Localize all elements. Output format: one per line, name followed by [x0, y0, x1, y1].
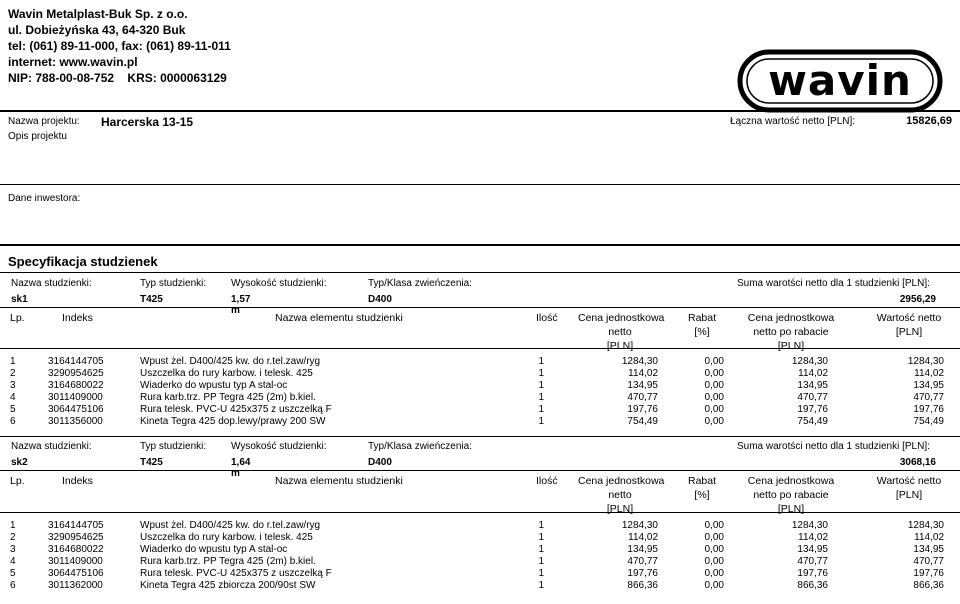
table-row: 4 3011409000 Rura karb.trz. PP Tegra 425 (2m) b.kiel. 1 470,77 0,00 470,77 470,77	[10, 392, 944, 403]
investor-divider	[0, 184, 960, 185]
header-divider	[0, 110, 960, 112]
company-phone: tel: (061) 89-11-000, fax: (061) 89-11-011	[8, 39, 231, 53]
table-header-divider	[0, 307, 960, 308]
col-discounted-price: Cena jednostkowa netto po rabacie [PLN]	[747, 475, 835, 515]
well-type-label: Typ studzienki:	[140, 441, 207, 452]
table-row: 5 3064475106 Rura telesk. PVC-U 425x375 z uszczelką F 1 197,76 0,00 197,76 197,76	[10, 568, 944, 579]
table-row: 3 3164680022 Wiaderko do wpustu typ A stal-oc 1 134,95 0,00 134,95 134,95	[10, 544, 944, 555]
table-body-divider	[0, 512, 960, 513]
well-sum-value: 2956,29	[899, 294, 936, 305]
col-lp: Lp.	[10, 312, 25, 324]
company-address: ul. Dobieżyńska 43, 64-320 Buk	[8, 23, 186, 37]
spec-title-divider	[0, 272, 960, 273]
well-sum-label: Suma warotści netto dla 1 studzienki [PLN]:	[737, 278, 930, 289]
table-row: 3 3164680022 Wiaderko do wpustu typ A stal-oc 1 134,95 0,00 134,95 134,95	[10, 380, 944, 391]
well-height-label: Wysokość studzienki:	[231, 441, 327, 452]
col-unit-price: Cena jednostkowa netto [PLN]	[578, 475, 665, 515]
project-description-label: Opis projektu	[8, 131, 67, 142]
spec-divider	[0, 244, 960, 246]
well-class-label: Typ/Klasa zwieńczenia:	[368, 278, 472, 289]
well-divider	[0, 436, 960, 437]
table-row: 2 3290954625 Uszczelka do rury karbow. i telesk. 425 1 114,02 0,00 114,02 114,02	[10, 532, 944, 543]
table-row: 4 3011409000 Rura karb.trz. PP Tegra 425 (2m) b.kiel. 1 470,77 0,00 470,77 470,77	[10, 556, 944, 567]
table-header-divider	[0, 470, 960, 471]
col-net-value: Wartość netto [PLN]	[876, 312, 942, 338]
table-row: 1 3164144705 Wpust żel. D400/425 kw. do r.tel.zaw/ryg 1 1284,30 0,00 1284,30 1284,30	[10, 520, 944, 531]
well-height-label: Wysokość studzienki:	[231, 278, 327, 289]
svg-text:wavin: wavin	[768, 56, 912, 105]
well-name-value: sk2	[11, 457, 28, 468]
wavin-logo	[737, 49, 943, 113]
well-name-label: Nazwa studzienki:	[11, 441, 92, 452]
investor-label: Dane inwestora:	[8, 193, 81, 204]
project-name-value: Harcerska 13-15	[101, 115, 194, 129]
table-body-divider	[0, 348, 960, 349]
table-row: 1 3164144705 Wpust żel. D400/425 kw. do r.tel.zaw/ryg 1 1284,30 0,00 1284,30 1284,30	[10, 356, 944, 367]
well-type-value: T425	[140, 294, 163, 305]
table-row: 6 3011356000 Kineta Tegra 425 dop.lewy/prawy 200 SW 1 754,49 0,00 754,49 754,49	[10, 416, 944, 427]
project-total-label: Łączna wartość netto [PLN]:	[730, 116, 856, 127]
project-total-value: 15826,69	[906, 115, 952, 127]
col-index: Indeks	[62, 475, 93, 487]
table-row: 5 3064475106 Rura telesk. PVC-U 425x375 z uszczelką F 1 197,76 0,00 197,76 197,76	[10, 404, 944, 415]
well-class-label: Typ/Klasa zwieńczenia:	[368, 441, 472, 452]
col-discount: Rabat [%]	[687, 312, 717, 338]
well-sum-value: 3068,16	[899, 457, 936, 468]
col-net-value: Wartość netto [PLN]	[876, 475, 942, 501]
company-info	[8, 6, 231, 86]
col-quantity: Ilość	[536, 475, 558, 487]
well-name-label: Nazwa studzienki:	[11, 278, 92, 289]
col-element-name: Nazwa elementu studzienki	[275, 475, 403, 487]
company-website: internet: www.wavin.pl	[8, 55, 138, 69]
well-height-value: 1,64 m	[231, 457, 251, 479]
table-row: 6 3011362000 Kineta Tegra 425 zbiorcza 200/90st SW 1 866,36 0,00 866,36 866,36	[10, 580, 944, 591]
well-class-value: D400	[368, 294, 392, 305]
col-element-name: Nazwa elementu studzienki	[275, 312, 403, 324]
well-type-label: Typ studzienki:	[140, 278, 207, 289]
col-unit-price: Cena jednostkowa netto [PLN]	[578, 312, 665, 352]
col-quantity: Ilość	[536, 312, 558, 324]
well-type-value: T425	[140, 457, 163, 468]
spec-title: Specyfikacja studzienek	[8, 254, 158, 269]
col-discounted-price: Cena jednostkowa netto po rabacie [PLN]	[747, 312, 835, 352]
well-name-value: sk1	[11, 294, 28, 305]
project-name-label: Nazwa projektu:	[8, 116, 80, 127]
table-row: 2 3290954625 Uszczelka do rury karbow. i telesk. 425 1 114,02 0,00 114,02 114,02	[10, 368, 944, 379]
well-sum-label: Suma warotści netto dla 1 studzienki [PLN]:	[737, 441, 930, 452]
col-lp: Lp.	[10, 475, 25, 487]
well-class-value: D400	[368, 457, 392, 468]
company-name: Wavin Metalplast-Buk Sp. z o.o.	[8, 7, 188, 21]
company-registration: NIP: 788-00-08-752 KRS: 0000063129	[8, 71, 227, 85]
well-height-value: 1,57 m	[231, 294, 251, 316]
col-discount: Rabat [%]	[687, 475, 717, 501]
col-index: Indeks	[62, 312, 93, 324]
